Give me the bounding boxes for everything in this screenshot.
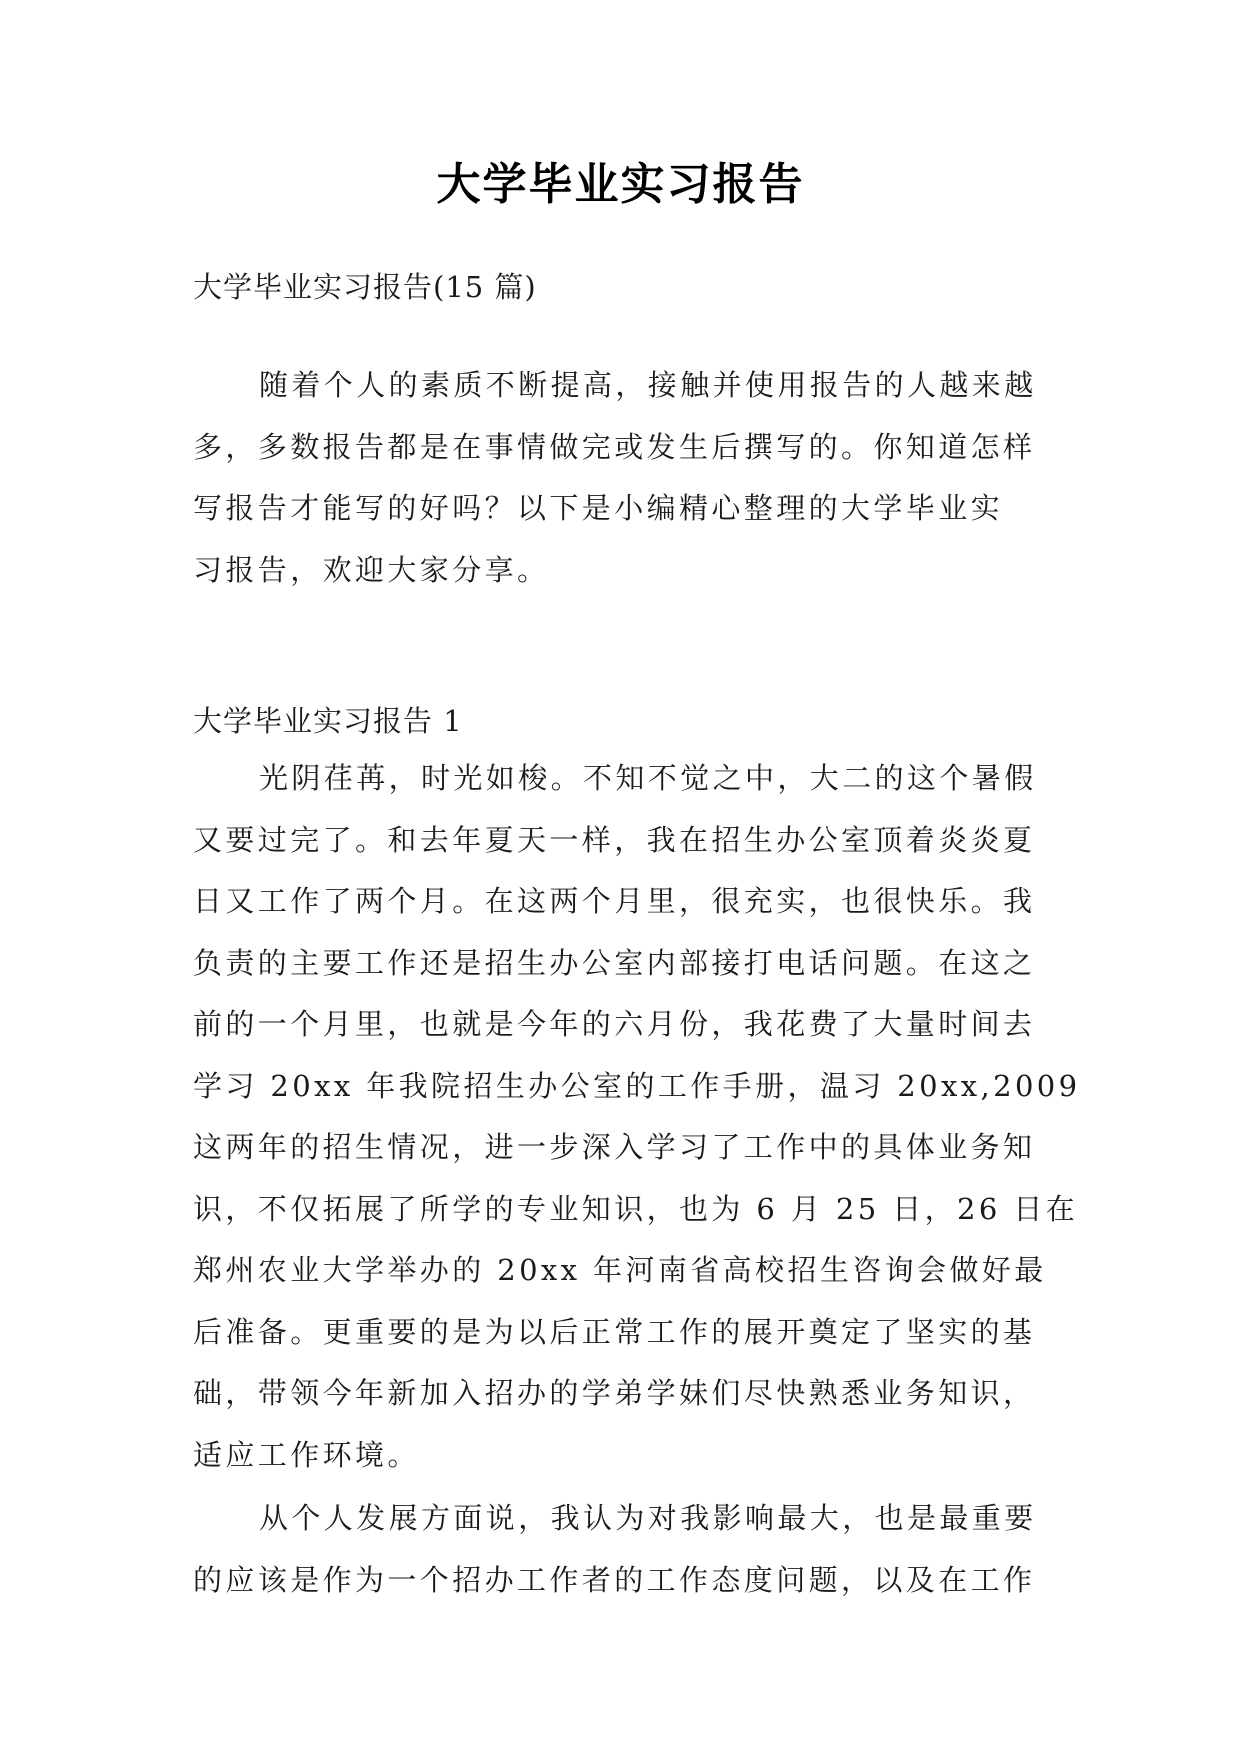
body-line: 后准备。更重要的是为以后正常工作的展开奠定了坚实的基 [193,1314,1036,1349]
section1-paragraph-2 [193,1488,1053,1611]
intro-line: 多，多数报告都是在事情做完或发生后撰写的。你知道怎样 [193,429,1036,464]
body-line: 学习 20xx 年我院招生办公室的工作手册，温习 20xx,2009 [193,1068,1081,1103]
section1-paragraph-1 [193,748,1081,1486]
document-title: 大学毕业实习报告 [436,159,805,210]
body-line: 识，不仅拓展了所学的专业知识，也为 6 月 25 日，26 日在 [193,1191,1079,1226]
document-subtitle: 大学毕业实习报告(15 篇) [193,270,537,304]
intro-line: 随着个人的素质不断提高，接触并使用报告的人越来越 [259,368,1037,402]
body-line: 负责的主要工作还是招生办公室内部接打电话问题。在这之 [193,945,1036,980]
body-line: 础，带领今年新加入招办的学弟学妹们尽快熟悉业务知识， [193,1376,1036,1410]
body-line: 这两年的招生情况，进一步深入学习了工作中的具体业务知 [193,1130,1036,1164]
intro-line: 写报告才能写的好吗？以下是小编精心整理的大学毕业实 [193,491,1004,525]
body-line: 又要过完了。和去年夏天一样，我在招生办公室顶着炎炎夏 [193,822,1036,857]
intro-line: 习报告，欢迎大家分享。 [193,552,550,587]
section-heading: 大学毕业实习报告 1 [193,704,463,738]
body-line: 日又工作了两个月。在这两个月里，很充实，也很快乐。我 [193,884,1036,918]
intro-paragraph [193,355,1053,601]
body-line: 光阴荏苒，时光如梭。不知不觉之中，大二的这个暑假 [259,761,1037,795]
body-line: 前的一个月里，也就是今年的六月份，我花费了大量时间去 [193,1007,1036,1041]
body-line: 郑州农业大学举办的 20xx 年河南省高校招生咨询会做好最 [193,1253,1047,1287]
body-line: 从个人发展方面说，我认为对我影响最大，也是最重要 [259,1501,1037,1535]
body-line: 适应工作环境。 [193,1437,420,1472]
body-line: 的应该是作为一个招办工作者的工作态度问题，以及在工作 [193,1562,1036,1597]
